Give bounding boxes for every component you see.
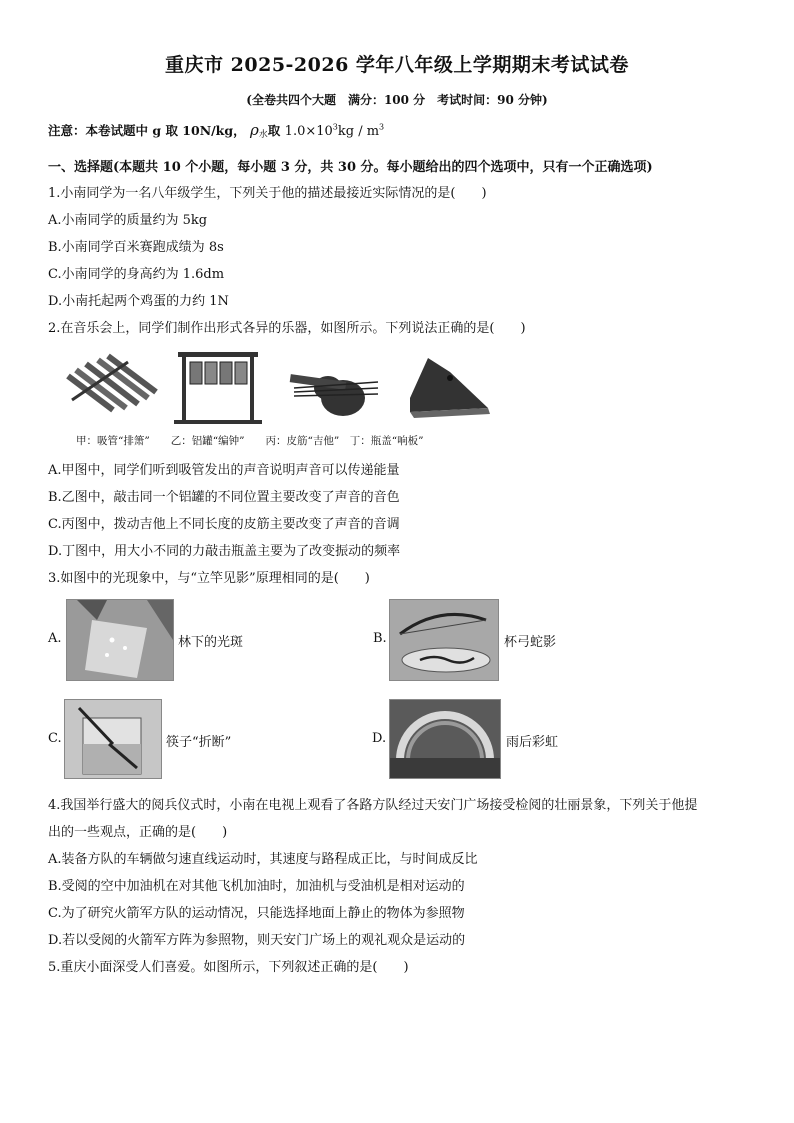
note-take: 取 <box>267 123 281 138</box>
q3-option-c-label: C. <box>48 731 62 746</box>
q2-stem: 2.在音乐会上，同学们制作出形式各异的乐器，如图所示。下列说法正确的是( ) <box>48 321 526 336</box>
q1-option-a: A.小南同学的质量约为 5kg <box>48 213 208 228</box>
q4-stem-line2: 出的一些观点，正确的是( ) <box>48 825 228 840</box>
q3-option-c-text: 筷子“折断” <box>166 735 232 750</box>
q2-option-b: B.乙图中，敲击同一个铝罐的不同位置主要改变了声音的音色 <box>48 490 400 505</box>
light-spots-image <box>66 599 174 681</box>
q1-stem: 1.小南同学为一名八年级学生，下列关于他的描述最接近实际情况的是( ) <box>48 186 487 201</box>
q2-option-d: D.丁图中，用大小不同的力敲击瓶盖主要为了改变振动的频率 <box>48 544 401 559</box>
q4-option-d: D.若以受阅的火箭军方阵为参照物，则天安门广场上的观礼观众是运动的 <box>48 933 466 948</box>
note-rho: ρ <box>249 121 259 139</box>
exam-note <box>48 121 384 140</box>
q3-stem: 3.如图中的光现象中，与“立竿见影”原理相同的是( ) <box>48 571 370 586</box>
note-prefix: 注意：本卷试题中 g 取 10N/kg， <box>48 123 246 138</box>
q3-option-b-text: 杯弓蛇影 <box>504 635 557 650</box>
q4-stem-line1: 4.我国举行盛大的阅兵仪式时，小南在电视上观看了各路方队经过天安门广场接受检阅的壮丽景象，下列关于他提 <box>48 798 698 813</box>
q4-option-a: A.装备方队的车辆做匀速直线运动时，其速度与路程成正比，与时间成反比 <box>48 852 478 867</box>
q3-option-a-label: A. <box>48 631 62 646</box>
exam-title: 重庆市 2025-2026 学年八年级上学期期末考试试卷 <box>165 54 629 76</box>
instruments-figure <box>58 348 498 428</box>
bow-snake-image <box>389 599 499 681</box>
q4-option-b: B.受阅的空中加油机在对其他飞机加油时，加油机与受油机是相对运动的 <box>48 879 465 894</box>
note-formula: $1.0\times 10^3kg / m^3$ <box>284 122 385 139</box>
q4-option-c: C.为了研究火箭军方队的运动情况，只能选择地面上静止的物体为参照物 <box>48 906 465 921</box>
q1-option-c: C.小南同学的身高约为 1.6dm <box>48 267 225 282</box>
q3-option-d-text: 雨后彩虹 <box>506 735 559 750</box>
section-heading: 一、选择题(本题共 10 个小题，每小题 3 分，共 30 分。每小题给出的四个选项中，只有一个正确选项) <box>48 160 653 175</box>
q2-option-c: C.丙图中，拨动吉他上不同长度的皮筋主要改变了声音的音调 <box>48 517 400 532</box>
guitar-image <box>290 374 378 416</box>
clapper-image <box>410 358 490 418</box>
rainbow-image <box>389 699 501 779</box>
q2-caption: 甲：吸管“排箫” 乙：铝罐“编钟” 丙：皮筋“吉他” 丁：瓶盖“响板” <box>76 435 424 447</box>
q3-option-a-text: 林下的光斑 <box>178 635 244 650</box>
can-bells-image <box>174 352 262 424</box>
pan-flute-image <box>68 356 156 410</box>
q2-option-a: A.甲图中，同学们听到吸管发出的声音说明声音可以传递能量 <box>48 463 400 478</box>
exam-subtitle: (全卷共四个大题 满分：100 分 考试时间：90 分钟) <box>246 93 548 107</box>
note-rho-sub: 水 <box>258 130 268 140</box>
chopsticks-glass-image <box>64 699 162 779</box>
q3-option-d-label: D. <box>372 731 387 746</box>
q3-option-b-label: B. <box>373 631 387 646</box>
q1-option-d: D.小南托起两个鸡蛋的力约 1N <box>48 294 229 309</box>
q1-option-b: B.小南同学百米赛跑成绩为 8s <box>48 240 224 255</box>
q5-stem: 5.重庆小面深受人们喜爱。如图所示，下列叙述正确的是( ) <box>48 960 409 975</box>
